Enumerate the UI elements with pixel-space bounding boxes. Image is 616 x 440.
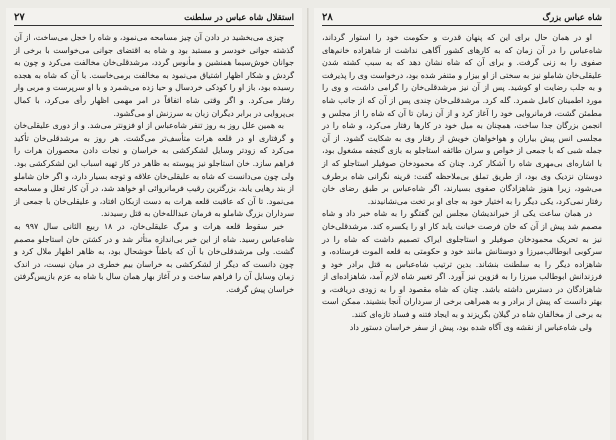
right-page [314, 8, 610, 440]
left-page-header [14, 12, 294, 26]
right-page-header [322, 12, 602, 26]
left-page [6, 8, 302, 440]
paragraph: چیزی می‌بخشید در دادن آن چیز مسامحه می‌نمود، و شاه را خجل می‌ساخت، از آن گذشته جوانی خودسر و مستبد بود و شاه به اقتضای جوانی می‌خواست با برخی از جوانان خوش‌سیما همنشین و مأنوس گردد، مرشدقلی‌خان مخالفت می‌کرد و چون به گردش و شکار اظهار اشتیاق می‌نمود به مخالفت برمی‌خاست. با آن که شاه به هجده رسیده بود، باز او را کودکی خردسال و حیا زده می‌شمرد و با او سرپرست و مربی وار رفتار می‌کرد. و اگر وقتی شاه اتفاقاً در امر مهمی اظهار رأی می‌کرد، با کمال بی‌پروایی در برابر دیگران زبان به سرزنش او می‌گشود. [14, 33, 294, 118]
paragraph: ولی شاه‌عباس از نقشه وی آگاه شده بود، پیش از سفر خراسان دستور داد [349, 322, 592, 332]
right-page-body [322, 32, 602, 334]
right-header-title: شاه عباس بزرگ [542, 12, 602, 23]
left-page-number: ۲۷ [14, 12, 25, 23]
left-page-body [14, 32, 294, 296]
paragraph: در همان ساعت یکی از خیراندیشان مجلس این گفتگو را به شاه خبر داد و شاه مصمم شد پیش از آن که خان فرصت خیانت یابد کار او را یکسره کند. مرشدقلی‌خان نیز به تحریک محمودخان صوفیلر و استاجلوی ایراک تصمیم داشت که شاه را در سرکوبی ابوطالب‌میرزا و دوستانش مانند خود و حکومتی به قلعه الموت فرستاده، و شاهزاده دیگر را به سلطنت بنشاند. بدین ترتیب شاه‌عباس به قتل برادر خود و فرزندانش ابوطالب میرزا را به قزوین نیز آورد. اگر تغییر شاه لازم آمد، شاهزاده‌ای از شاهزادگان در دسترس داشته باشد. چنان که شاه مقصود او را به زودی دریافت، و بهتر دانست که پیش از برادر و به همراهی برخی از سرداران آنجا بنشیند. ممکن است به برخی از مخالفان شاه در گیلان بگریزند و به ایجاد فتنه و فساد تازه‌ای کنند. [322, 209, 602, 320]
left-header-title: استقلال شاه عباس در سلطنت [184, 12, 294, 23]
paragraph: به همین علل روز به روز تنفر شاه‌عباس از او فزونتر می‌شد. و از دوری علیقلی‌خان و گرفتاری او در قلعه هرات متأسف‌تر می‌گشت. هر روز به مرشدقلی‌خان تأکید می‌کرد که زودتر وسایل لشکرکشی به خراسان و نجات دادن محصوران هرات را فراهم سازد. خان استاجلو نیز پیوسته به ظاهر در کار تهیه اسباب این لشکرکشی بود. ولی چون می‌دانست که شاه به علیقلی‌خان علاقه و توجه بسیار دارد، و اگر خان شاملو از بند رهایی یابد، بزرگترین رقیب فرمانروائی او خواهد شد، در آن کار تعلل و مسامحه می‌نمود. تا آن که عاقبت قلعه هرات به دست ازبکان افتاد، و علیقلی‌خان با جمعی از سرداران بزرگ شاملو به فرمان عبدالله‌خان به قتل رسیدند. [14, 121, 294, 219]
book-gutter [307, 8, 309, 440]
paragraph: خبر سقوط قلعه هرات و مرگ علیقلی‌خان، در ۱۸ ربیع الثانی سال ۹۹۷ به شاه‌عباس رسید. شاه از این خبر بی‌اندازه متأثر شد و در کشتن خان استاجلو مصمم گشت. ولی مرشدقلی‌خان با آن که باطناً خوشحال بود، به ظاهر اظهار ملال کرد و چون دانست که دیگر از لشکرکشی به خراسان بیم خطری در میان نیست، در اندک زمان وسایل آن را فراهم ساخت و در آغاز بهار همان سال با شاه به عزم بازپس‌گرفتن خراسان پیش گرفت. [14, 221, 294, 294]
right-page-number: ۲۸ [322, 12, 333, 23]
paragraph: او در همان حال برای این که پنهان قدرت و حکومت خود را استوار گرداند، شاه‌عباس را در آن زمان که به کارهای کشور آگاهی نداشت از شاهزاده خانم‌های صفوی را به زنی گرفت. و برای آن که شاه نشان دهد که به سبب کشته شدن علیقلی‌خان شاملو نیز به سختی از او بیزار و متنفر شده بود، درخواست وی را پذیرفت و به جلب رضایت او کوشید. پس از آن نیز مرشدقلی‌خان را گرامی داشت، و وی را مورد اطمینان کامل شمرد. گله کرد. مرشدقلی‌خان چندی پس از آن که از جانب شاه مطمئن گشت، فرمانروایی خود را آغاز کرد و از آن زمان تا آن که شاه را از مجلس و انجمن بزرگان جدا ساخت، همچنان به میل خود در کارها رفتار می‌کرد، و شاه را در مجلسی انس پیش بیاران و هواخواهان خویش از رفتار وی به شکایت گشود. از آن جمله شبی که با جمعی از خواص و سران طائفه استاجلو به بازی گنجفه مشغول بود، با اشاره‌ای بی‌مهری شاه را آشکار کرد. چنان که محمودخان صوفیلر استاجلو که از دوستان نزدیک وی بود، از طریق تملق بی‌ملاحظه گفت: قرینه نگرانی شاه برطرف می‌شود، زیرا هنوز شاهزادگان صفوی بسیارند، اگر شاه‌عباس بر طبق رضای خان رفتار نمی‌کرد، یکی دیگر را به اختیار خود به جای او بر تخت می‌نشانیدند. [322, 33, 602, 206]
